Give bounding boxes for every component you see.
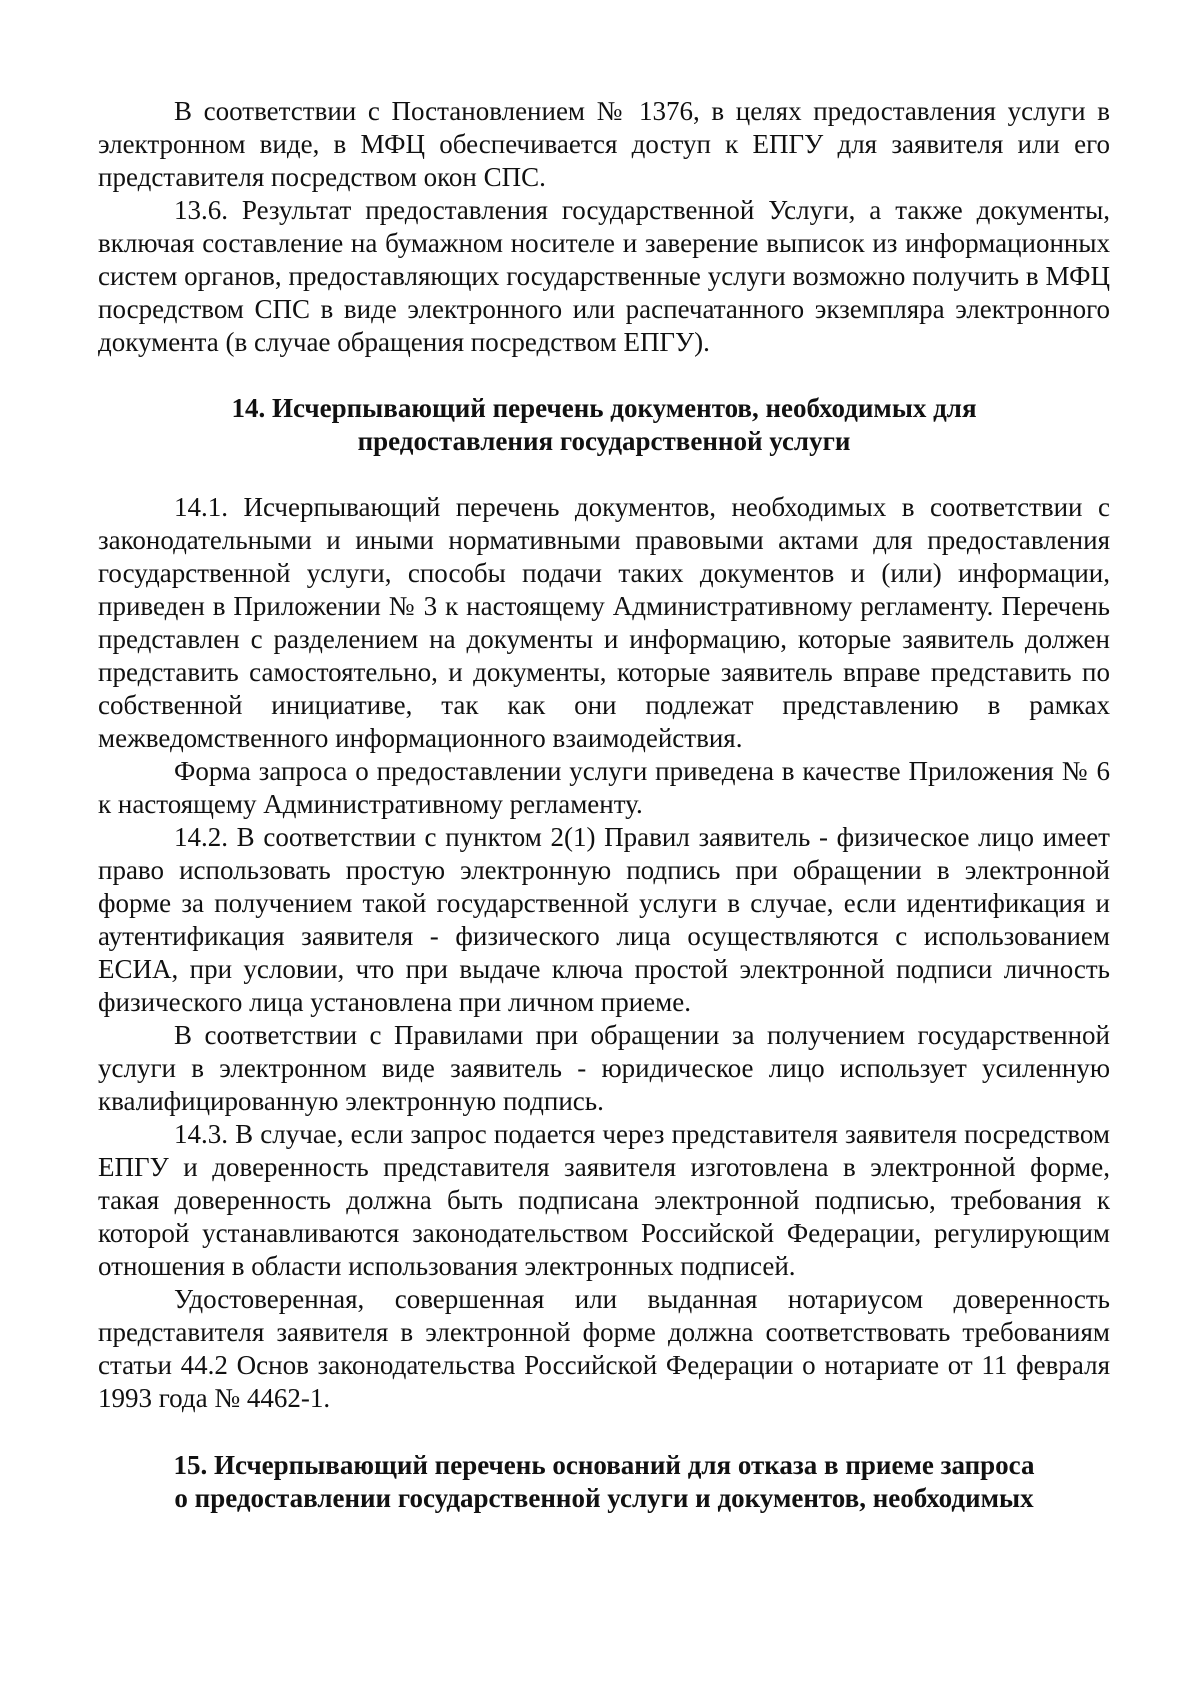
section-15-heading-line2: о предоставлении государственной услуги и документов, необходимых	[174, 1483, 1034, 1513]
paragraph-13-6: 13.6. Результат предоставления государственной Услуги, а также документы, включая составление на бумажном носителе и заверение выписок из информационных систем органов, предоставляющих государственные услуги возможно получить в МФЦ посредством СПС в виде электронного или распечатанного экземпляра электронного документа (в случае обращения посредством ЕПГУ).	[98, 195, 1110, 357]
paragraph-notary-power-of-attorney: Удостоверенная, совершенная или выданная нотариусом доверенность представителя заявителя в электронной форме должна соответствовать требованиям статьи 44.2 Основ законодательства Российской Федерации о нотариате от 11 февраля 1993 года № 4462-1.	[98, 1284, 1110, 1413]
document-page	[98, 95, 1110, 1515]
section-14-heading	[98, 392, 1110, 458]
paragraph-legal-entity-signature: В соответствии с Правилами при обращении за получением государственной услуги в электронном виде заявитель - юридическое лицо использует усиленную квалифицированную электронную подпись.	[98, 1020, 1110, 1116]
section-14-heading-line1: 14. Исчерпывающий перечень документов, необходимых для	[231, 393, 977, 423]
paragraph-14-2: 14.2. В соответствии с пунктом 2(1) Правил заявитель - физическое лицо имеет право использовать простую электронную подпись при обращении в электронной форме за получением такой государственной услуги в случае, если идентификация и аутентификация заявителя - физического лица осуществляются с использованием ЕСИА, при условии, что при выдаче ключа простой электронной подписи личность физического лица установлена при личном приеме.	[98, 822, 1110, 1017]
section-15-heading-line1: 15. Исчерпывающий перечень оснований для отказа в приеме запроса	[173, 1450, 1035, 1480]
paragraph-14-3: 14.3. В случае, если запрос подается через представителя заявителя посредством ЕПГУ и доверенность представителя заявителя изготовлена в электронной форме, такая доверенность должна быть подписана электронной подписью, требования к которой устанавливаются законодательством Российской Федерации, регулирующим отношения в области использования электронных подписей.	[98, 1119, 1110, 1281]
section-14-heading-line2: предоставления государственной услуги	[357, 426, 851, 456]
paragraph-14-1: 14.1. Исчерпывающий перечень документов, необходимых в соответствии с законодательными и иными нормативными правовыми актами для предоставления государственной услуги, способы подачи таких документов и (или) информации, приведен в Приложении № 3 к настоящему Административному регламенту. Перечень представлен с разделением на документы и информацию, которые заявитель должен представить самостоятельно, и документы, которые заявитель вправе представить по собственной инициативе, так как они подлежат представлению в рамках межведомственного информационного взаимодействия.	[98, 492, 1110, 753]
section-15-heading	[98, 1449, 1110, 1515]
paragraph-mfc-access: В соответствии с Постановлением № 1376, в целях предоставления услуги в электронном виде, в МФЦ обеспечивается доступ к ЕПГУ для заявителя или его представителя посредством окон СПС.	[98, 96, 1110, 192]
paragraph-request-form: Форма запроса о предоставлении услуги приведена в качестве Приложения № 6 к настоящему Административному регламенту.	[98, 756, 1110, 819]
